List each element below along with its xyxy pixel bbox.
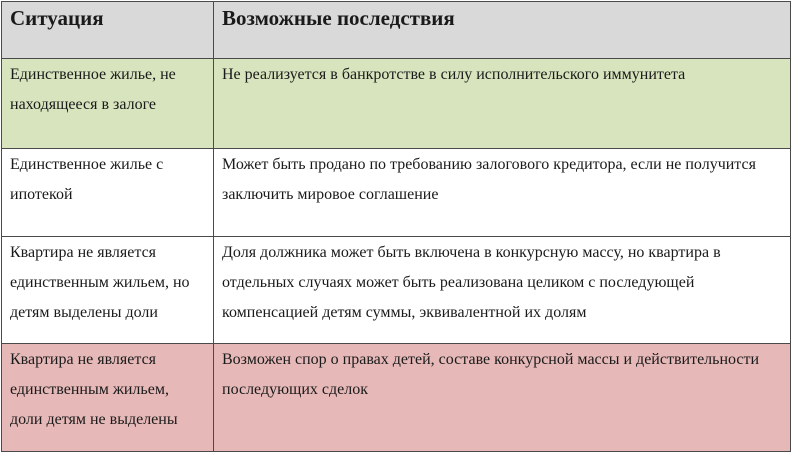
- table-row: [2, 59, 791, 149]
- situation-cell: Квартира не является единственным жильем, доли детям не выделены: [2, 344, 214, 452]
- table-row: [2, 344, 791, 452]
- table-row: [2, 149, 791, 237]
- header-row: [2, 2, 791, 59]
- consequences-table: [1, 1, 791, 452]
- consequence-cell: Не реализуется в банкротстве в силу исполнительского иммунитета: [214, 59, 791, 149]
- situation-cell: Единственное жилье, не находящееся в залоге: [2, 59, 214, 149]
- consequence-cell: Может быть продано по требованию залогового кредитора, если не получится заключить мировое соглашение: [214, 149, 791, 237]
- consequence-cell: Доля должника может быть включена в конкурсную массу, но квартира в отдельных случаях может быть реализована целиком с последующей компенсацией детям суммы, эквивалентной их долям: [214, 237, 791, 344]
- consequence-cell: Возможен спор о правах детей, составе конкурсной массы и действительности последующих сделок: [214, 344, 791, 452]
- table-row: [2, 237, 791, 344]
- situation-cell: Квартира не является единственным жильем, но детям выделены доли: [2, 237, 214, 344]
- header-situation: Ситуация: [2, 2, 214, 59]
- header-consequences: Возможные последствия: [214, 2, 791, 59]
- situation-cell: Единственное жилье с ипотекой: [2, 149, 214, 237]
